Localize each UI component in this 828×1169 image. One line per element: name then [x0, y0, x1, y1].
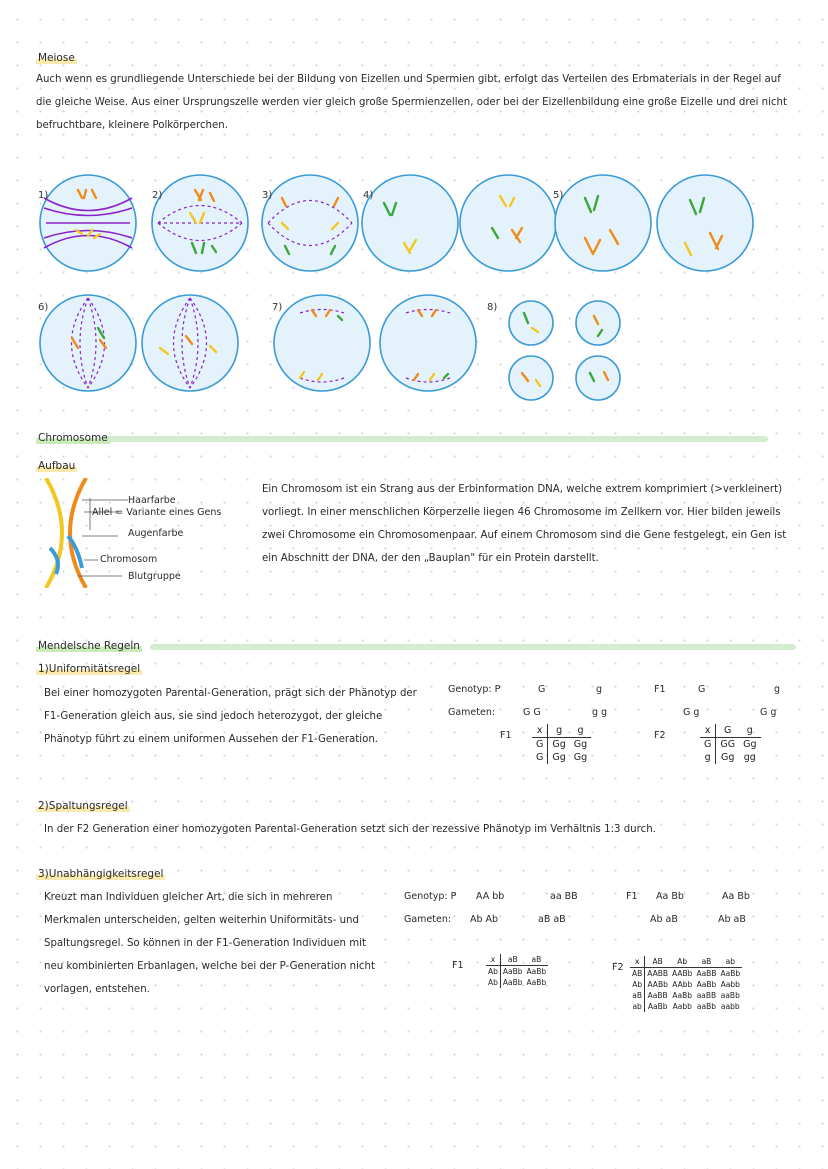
- stage7-cell-left: [274, 295, 370, 391]
- stage5-cell-right: [657, 175, 753, 271]
- stage3-cell: [262, 175, 358, 271]
- rule1-f2-label: F2: [654, 730, 666, 741]
- punnett-cell: Ab: [486, 966, 500, 978]
- stage8-cell-3: [509, 356, 553, 400]
- rule2-title: 2)Spaltungsregel: [38, 800, 128, 812]
- punnett-cell: AaBb: [696, 980, 717, 989]
- rule3-p-gametes-1: Ab Ab: [470, 914, 499, 925]
- rule1-p-gametes-2: g g: [592, 707, 608, 718]
- stage8-cell-4: [576, 356, 620, 400]
- rule3-f1-gametes-1: Ab aB: [650, 914, 678, 925]
- punnett-cell: AaBb: [502, 978, 523, 987]
- punnett-cell: Gg: [573, 752, 588, 763]
- stage-label-6: 6): [38, 302, 49, 313]
- label-chromosom: Chromosom: [100, 554, 158, 565]
- punnett-cell: Gg: [552, 739, 566, 750]
- punnett-cell: Aabb: [720, 980, 740, 989]
- punnett-cell: Aabb: [672, 1002, 692, 1011]
- punnett-cell: aB: [694, 956, 718, 968]
- punnett-cell: ab: [718, 956, 742, 968]
- punnett-cell: AABB: [647, 969, 669, 978]
- punnett-cell: AaBb: [502, 967, 523, 976]
- stage5-cell-left: [555, 175, 651, 271]
- rule1-title: 1)Uniformitätsregel: [38, 663, 141, 675]
- chromosome-title: Chromosome: [38, 432, 108, 444]
- stage-label-4: 4): [363, 190, 374, 201]
- punnett-cell: G: [532, 738, 548, 752]
- punnett-cell: aaBb: [720, 991, 740, 1000]
- label-allel: Allel = Variante eines Gens: [92, 507, 222, 518]
- punnett-cell: AB: [630, 968, 645, 980]
- punnett-cell: Gg: [721, 752, 735, 763]
- punnett-cell: AABb: [647, 980, 668, 989]
- punnett-cell: AABb: [672, 969, 693, 978]
- rule2-text: In der F2 Generation einer homozygoten Parental-Generation setzt sich der rezessive Phänotyp im Verhältnis 1:3 durch.: [44, 824, 656, 835]
- punnett-cell: AaBb: [526, 978, 547, 987]
- rule1-f1-gametes-2: G g: [760, 707, 777, 718]
- meiose-text: Auch wenn es grundliegende Unterschiede bei der Bildung von Eizellen und Spermien gibt, erfolgt das Verteilen des Erbmaterials in der Regel auf die gleiche Weise. Aus einer Ursprungszelle werden vier gleich große Spermienzellen, oder bei der Eizellenbildung eine große Eizelle und drei nicht befruchtbare, kleinere Polkörperchen.: [36, 74, 787, 131]
- stage-label-1: 1): [38, 190, 49, 201]
- rule1-p-gametes-1: G G: [523, 707, 541, 718]
- stage4-cell-right: [460, 175, 556, 271]
- rule1-genotyp-label: Genotyp: P: [448, 684, 501, 695]
- punnett-cell: AB: [645, 956, 670, 968]
- rule3-text: Kreuzt man Individuen gleicher Art, die sich in mehreren Merkmalen unterscheiden, gelten weiterhin Uniformitäts- und Spaltungsregel. So können in der F1-Generation Individuen mit neu kombinierten Erbanlagen, welche bei der P-Generation nicht vorlagen, entstehen.: [44, 892, 375, 995]
- aufbau-title: Aufbau: [38, 460, 76, 472]
- rule3-f1-gen-label: F1: [626, 891, 638, 902]
- stage6-cell-left: [40, 295, 136, 391]
- rule3-f1-label: F1: [452, 960, 464, 971]
- punnett-cell: gg: [743, 752, 756, 763]
- punnett-cell: aB: [630, 990, 645, 1001]
- stage-label-8: 8): [487, 302, 498, 313]
- punnett-cell: AAbb: [672, 980, 693, 989]
- punnett-cell: x: [630, 956, 645, 968]
- punnett-cell: G: [716, 724, 739, 738]
- rule3-f1-genotype-2: Aa Bb: [722, 891, 750, 902]
- chromosome-text: Ein Chromosom ist ein Strang aus der Erbinformation DNA, welche extrem komprimiert (>verkleinert) vorliegt. In einer menschlichen Körperzelle liegen 46 Chromosome im Zellkern vor. Hier bilden jeweils zwei Chromosome ein Chromosomenpaar. Auf einem Chromosom sind die Gene festgelegt, ein Gen ist ein Abschnitt der DNA, der den „Bauplan" für ein Protein darstellt.: [262, 484, 787, 564]
- punnett-cell: x: [532, 724, 548, 738]
- rule1-f1-genotype-2: g: [774, 684, 781, 695]
- rule1-text: Bei einer homozygoten Parental-Generation, prägt sich der Phänotyp der F1-Generation gleich aus, sie sind jedoch heterozygot, der gleiche Phänotyp führt zu einem uniformen Aussehen der F1-Generation.: [44, 688, 417, 745]
- meiose-diagrams: [0, 168, 828, 428]
- punnett-cell: aabb: [720, 1002, 740, 1011]
- punnett-cell: aB: [500, 954, 524, 966]
- rule1-gameten-label: Gameten:: [448, 707, 496, 718]
- punnett-cell: ab: [630, 1001, 645, 1012]
- punnett-cell: Gg: [573, 739, 588, 750]
- meiose-title: Meiose: [38, 52, 75, 64]
- punnett-cell: Ab: [670, 956, 694, 968]
- punnett-cell: GG: [720, 739, 736, 750]
- punnett-cell: g: [739, 724, 760, 738]
- label-haarfarbe: Haarfarbe: [128, 495, 176, 506]
- punnett-cell: Gg: [743, 739, 757, 750]
- rule1-f1-gen-label: F1: [654, 684, 666, 695]
- rule1-p-genotype-1: G: [538, 684, 546, 695]
- rule3-p-gametes-2: aB aB: [538, 914, 566, 925]
- punnett-cell: aaBB: [696, 991, 717, 1000]
- punnett-cell: AaBb: [672, 991, 693, 1000]
- mendel-title: Mendelsche Regeln: [38, 640, 140, 652]
- stage-label-5: 5): [553, 190, 564, 201]
- rule3-f1-genotype-1: Aa Bb: [656, 891, 684, 902]
- rule3-f2-label: F2: [612, 962, 624, 973]
- label-blutgruppe: Blutgruppe: [128, 571, 181, 582]
- rule3-p-genotype-2: aa BB: [550, 891, 578, 902]
- rule1-f1-label: F1: [500, 730, 512, 741]
- punnett-cell: AaBb: [526, 967, 547, 976]
- rule3-f2-punnett: [630, 956, 742, 1012]
- rule3-f1-gametes-2: Ab aB: [718, 914, 746, 925]
- rule1-f2-punnett: [700, 724, 761, 764]
- punnett-cell: Ab: [630, 979, 645, 990]
- rule3-title: 3)Unabhängigkeitsregel: [38, 868, 164, 880]
- stage7-cell-right: [380, 295, 476, 391]
- punnett-cell: x: [700, 724, 716, 738]
- punnett-cell: aB: [525, 954, 549, 966]
- stage4-cell-left: [362, 175, 458, 271]
- punnett-cell: AaBB: [647, 991, 668, 1000]
- rule3-genotyp-label: Genotyp: P: [404, 891, 457, 902]
- punnett-cell: Ab: [486, 977, 500, 988]
- rule3-p-genotype-1: AA bb: [476, 891, 505, 902]
- rule1-f1-gametes-1: G g: [683, 707, 700, 718]
- chromosome-divider: [100, 436, 768, 442]
- chromosome-diagram: [38, 478, 138, 588]
- punnett-cell: aaBb: [696, 1002, 716, 1011]
- punnett-cell: G: [532, 751, 548, 764]
- punnett-cell: x: [486, 954, 500, 966]
- punnett-cell: g: [570, 724, 591, 738]
- punnett-cell: g: [548, 724, 570, 738]
- punnett-cell: AaBb: [647, 1002, 668, 1011]
- punnett-cell: AaBb: [720, 969, 741, 978]
- stage-label-3: 3): [262, 190, 273, 201]
- rule3-f1-punnett: [486, 954, 548, 988]
- punnett-cell: AaBB: [696, 969, 717, 978]
- label-augenfarbe: Augenfarbe: [128, 528, 184, 539]
- punnett-cell: G: [700, 738, 716, 752]
- rule1-f1-punnett: [532, 724, 591, 764]
- mendel-divider: [150, 644, 796, 650]
- stage8-cell-1: [509, 301, 553, 345]
- rule1-p-genotype-2: g: [596, 684, 603, 695]
- stage-label-7: 7): [272, 302, 283, 313]
- punnett-cell: g: [700, 751, 716, 764]
- stage-label-2: 2): [152, 190, 163, 201]
- rule3-gameten-label: Gameten:: [404, 914, 452, 925]
- punnett-cell: Gg: [552, 752, 566, 763]
- rule1-f1-genotype-1: G: [698, 684, 706, 695]
